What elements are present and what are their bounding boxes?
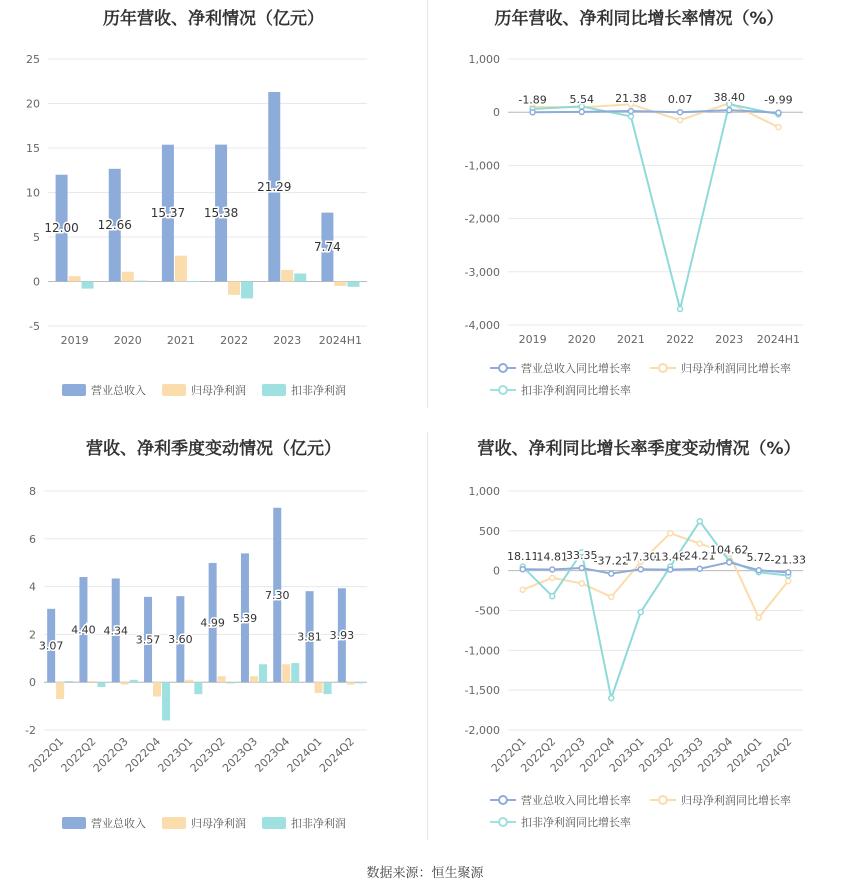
data-point	[678, 307, 683, 312]
data-point	[609, 696, 614, 701]
data-label: 0.07	[667, 93, 693, 107]
x-tick-label: 2022Q2	[58, 734, 99, 775]
data-label: 5.39	[232, 611, 258, 625]
x-tick-label: 2022Q4	[123, 734, 164, 775]
bar	[347, 282, 359, 287]
data-label: 18.11	[507, 550, 539, 564]
x-tick-label: 2023Q1	[155, 734, 196, 775]
legend-label: 归母净利润同比增长率	[681, 794, 791, 807]
x-tick-label: 2022Q4	[577, 734, 618, 775]
data-point	[579, 109, 584, 114]
x-tick-label: 2022Q1	[26, 734, 67, 775]
y-tick-label: 5	[33, 231, 40, 244]
legend-label: 营业总收入同比增长率	[521, 362, 631, 375]
y-tick-label: -2,000	[464, 724, 500, 737]
annual-line-title: 历年营收、净利同比增长率情况（%）	[494, 9, 784, 29]
data-label: 4.99	[200, 616, 225, 630]
data-label: 12.66	[97, 218, 132, 233]
legend-label: 营业总收入	[91, 817, 146, 830]
y-tick-label: 1,000	[468, 485, 500, 498]
quarter-bar-chart	[0, 430, 427, 850]
vertical-divider-top	[427, 0, 428, 408]
data-label: 3.07	[38, 639, 64, 653]
annual-line-panel	[428, 0, 850, 410]
x-tick-label: 2024H1	[318, 334, 363, 347]
y-tick-label: 0	[493, 564, 500, 578]
data-label: 5.72	[746, 551, 771, 565]
bar	[347, 682, 355, 684]
quarter-line-chart	[428, 430, 850, 850]
x-tick-label: 2023Q2	[187, 734, 228, 775]
y-tick-label: -2,000	[464, 212, 500, 226]
y-tick-label: 0	[29, 676, 36, 690]
bar	[315, 682, 323, 693]
y-tick-label: -1,000	[464, 644, 500, 658]
data-point	[550, 575, 555, 580]
x-tick-label: 2022Q3	[547, 734, 588, 775]
bar	[162, 682, 170, 720]
bar	[228, 282, 240, 295]
bar	[291, 663, 299, 682]
x-tick-label: 2020	[567, 333, 596, 346]
bar	[324, 682, 332, 694]
legend-label: 扣非净利润同比增长率	[521, 384, 631, 397]
y-tick-label: 0	[33, 275, 40, 289]
y-tick-label: 25	[26, 53, 40, 66]
quarter-line-panel	[428, 430, 850, 850]
y-tick-label: -500	[475, 604, 500, 618]
legend-label: 扣非净利润	[291, 384, 346, 397]
quarter-line-title: 营收、净利同比增长率季度变动情况（%）	[477, 439, 801, 459]
data-point	[628, 114, 633, 119]
bar	[185, 680, 193, 682]
legend-swatch-revenue	[62, 384, 86, 396]
data-point	[668, 531, 673, 536]
bar	[97, 682, 105, 687]
x-tick-label: 2022	[666, 333, 695, 346]
x-tick-label: 2023	[273, 334, 302, 347]
legend-revenue[interactable]	[62, 815, 146, 831]
x-tick-label: 2023Q3	[220, 734, 261, 775]
x-tick-label: 2022Q2	[518, 734, 559, 775]
data-source: 数据来源：恒生聚源	[366, 866, 484, 881]
bar	[334, 282, 346, 286]
y-tick-label: -2	[25, 724, 36, 737]
bar	[241, 282, 253, 299]
data-label: 3.60	[168, 633, 193, 647]
x-tick-label: 2023Q2	[636, 734, 677, 775]
bar	[282, 664, 290, 682]
data-point	[609, 594, 614, 599]
x-tick-label: 2021	[616, 333, 645, 346]
legend-label: 归母净利润同比增长率	[681, 362, 791, 375]
bar	[56, 682, 64, 699]
legend-revenue-growth[interactable]	[490, 360, 631, 376]
x-tick-label: 2019	[60, 334, 89, 347]
legend-swatch-deducted	[262, 384, 286, 396]
y-tick-label: 6	[29, 532, 36, 546]
y-tick-label: -1,500	[464, 684, 500, 698]
bar	[88, 681, 96, 682]
data-label: -1.89	[518, 93, 547, 107]
annual-bar-panel	[0, 0, 427, 410]
annual-bar-title: 历年营收、净利情况（亿元）	[103, 9, 324, 29]
bar	[259, 664, 267, 682]
legend-swatch-revenue	[62, 817, 86, 829]
data-point	[678, 110, 683, 115]
data-point	[609, 571, 614, 576]
data-point	[776, 125, 781, 130]
x-tick-label: 2023Q3	[665, 734, 706, 775]
bar	[218, 676, 226, 682]
data-point	[697, 541, 702, 546]
y-tick-label: -3,000	[464, 265, 500, 279]
data-point	[550, 594, 555, 599]
data-point	[668, 567, 673, 572]
legend-label: 归母净利润	[191, 384, 246, 397]
x-tick-label: 2024Q1	[724, 734, 765, 775]
data-point	[786, 579, 791, 584]
y-tick-label: -1,000	[464, 159, 500, 173]
legend-label: 扣非净利润	[291, 817, 346, 830]
legend-swatch-net-profit-growth	[650, 794, 676, 806]
legend-swatch-net-profit-growth	[650, 362, 676, 374]
legend-swatch-deducted-growth	[490, 384, 516, 396]
legend-swatch-revenue-growth	[490, 794, 516, 806]
data-point	[520, 587, 525, 592]
legend-deducted-growth[interactable]	[490, 814, 631, 830]
data-point	[638, 610, 643, 615]
data-label: 5.54	[569, 92, 594, 106]
data-point	[550, 567, 555, 572]
x-tick-label: 2023Q4	[695, 734, 736, 775]
data-point	[678, 118, 683, 123]
y-tick-label: 4	[29, 580, 36, 594]
y-tick-label: 15	[26, 142, 40, 155]
data-point	[786, 570, 791, 575]
x-tick-label: 2023	[715, 333, 744, 346]
y-tick-label: 20	[26, 97, 40, 111]
y-tick-label: -4,000	[464, 319, 500, 332]
data-label: 15.38	[203, 206, 239, 221]
x-tick-label: 2020	[113, 334, 142, 347]
data-point	[727, 560, 732, 565]
bar	[281, 270, 293, 282]
y-tick-label: -5	[29, 320, 40, 333]
annual-bar-legend	[0, 382, 427, 400]
quarter-bar-panel	[0, 430, 427, 850]
vertical-divider-bottom	[427, 432, 428, 840]
data-label: 7.74	[314, 240, 341, 255]
x-tick-label: 2023Q1	[606, 734, 647, 775]
x-tick-label: 2022Q1	[488, 734, 529, 775]
data-point	[530, 110, 535, 115]
data-point	[579, 566, 584, 571]
x-tick-label: 2023Q4	[252, 734, 293, 775]
legend-swatch-net-profit	[162, 384, 186, 396]
data-label: 13.48	[654, 550, 686, 564]
x-tick-label: 2024Q2	[754, 734, 795, 775]
legend-net-profit-growth[interactable]	[650, 792, 791, 808]
legend-deducted-profit[interactable]	[262, 815, 346, 831]
x-tick-label: 2024Q2	[316, 734, 357, 775]
data-label: 3.57	[135, 633, 161, 647]
data-label: 21.38	[615, 92, 647, 106]
x-tick-label: 2022	[220, 334, 249, 347]
y-tick-label: 500	[479, 524, 500, 538]
legend-swatch-revenue-growth	[490, 362, 516, 374]
bar	[227, 682, 235, 683]
data-label: 3.93	[329, 629, 355, 643]
y-tick-label: 1,000	[468, 53, 500, 66]
bar	[194, 682, 202, 694]
y-tick-label: 2	[29, 628, 36, 642]
data-label: -21.33	[770, 553, 806, 567]
data-point	[756, 615, 761, 620]
annual-line-legend	[428, 360, 850, 400]
x-tick-label: 2024H1	[756, 333, 801, 346]
legend-label: 营业总收入	[91, 384, 146, 397]
data-label: 33.35	[566, 549, 598, 563]
x-tick-label: 2022Q3	[90, 734, 131, 775]
bar	[82, 282, 94, 289]
data-point	[520, 567, 525, 572]
legend-swatch-net-profit	[162, 817, 186, 829]
legend-label: 归母净利润	[191, 817, 246, 830]
bar	[130, 680, 138, 682]
data-label: 12.00	[44, 221, 79, 236]
bar	[65, 681, 73, 682]
data-label: -37.22	[593, 554, 629, 568]
bar	[122, 272, 134, 282]
x-tick-label: 2021	[166, 334, 195, 347]
data-point	[638, 567, 643, 572]
data-point	[776, 110, 781, 115]
bar	[121, 682, 129, 684]
bar	[153, 682, 161, 696]
legend-net-profit-growth[interactable]	[650, 360, 791, 376]
data-point	[697, 519, 702, 524]
data-label: 4.34	[103, 624, 128, 638]
bar	[356, 682, 364, 683]
quarter-bar-legend	[0, 815, 427, 833]
bar	[69, 276, 81, 281]
legend-label: 扣非净利润同比增长率	[521, 816, 631, 829]
data-point	[628, 109, 633, 114]
data-point	[697, 566, 702, 571]
data-label: 17.30	[625, 550, 657, 564]
y-tick-label: 0	[493, 106, 500, 120]
quarter-bar-title: 营收、净利季度变动情况（亿元）	[86, 439, 341, 459]
data-label: 14.81	[536, 550, 568, 564]
data-label: 7.30	[265, 588, 290, 602]
x-tick-label: 2024Q1	[284, 734, 325, 775]
y-tick-label: 8	[29, 485, 36, 498]
legend-net-profit[interactable]	[162, 382, 246, 398]
legend-swatch-deducted	[262, 817, 286, 829]
data-point	[727, 108, 732, 113]
annual-line-chart	[428, 0, 850, 410]
annual-bar-chart	[0, 0, 427, 410]
quarter-line-legend	[428, 792, 850, 832]
data-label: -9.99	[764, 93, 793, 107]
data-point	[756, 568, 761, 573]
data-label: 24.21	[684, 549, 716, 563]
legend-deducted-profit[interactable]	[262, 382, 346, 398]
data-label: 4.40	[71, 623, 96, 637]
bar	[135, 281, 147, 282]
y-tick-label: 10	[26, 186, 40, 200]
legend-net-profit[interactable]	[162, 815, 246, 831]
data-label: 104.62	[710, 543, 749, 557]
bar	[294, 273, 306, 281]
data-label: 38.40	[713, 91, 745, 105]
bar	[250, 676, 258, 682]
bar	[188, 281, 200, 282]
data-label: 15.37	[150, 206, 186, 221]
data-point	[579, 581, 584, 586]
legend-revenue-growth[interactable]	[490, 792, 631, 808]
legend-deducted-growth[interactable]	[490, 382, 631, 398]
bar	[175, 256, 187, 282]
x-tick-label: 2019	[518, 333, 547, 346]
legend-revenue[interactable]	[62, 382, 146, 398]
data-label: 3.81	[297, 630, 322, 644]
legend-label: 营业总收入同比增长率	[521, 794, 631, 807]
legend-swatch-deducted-growth	[490, 816, 516, 828]
data-label: 21.29	[257, 179, 292, 194]
series-line	[533, 104, 779, 309]
